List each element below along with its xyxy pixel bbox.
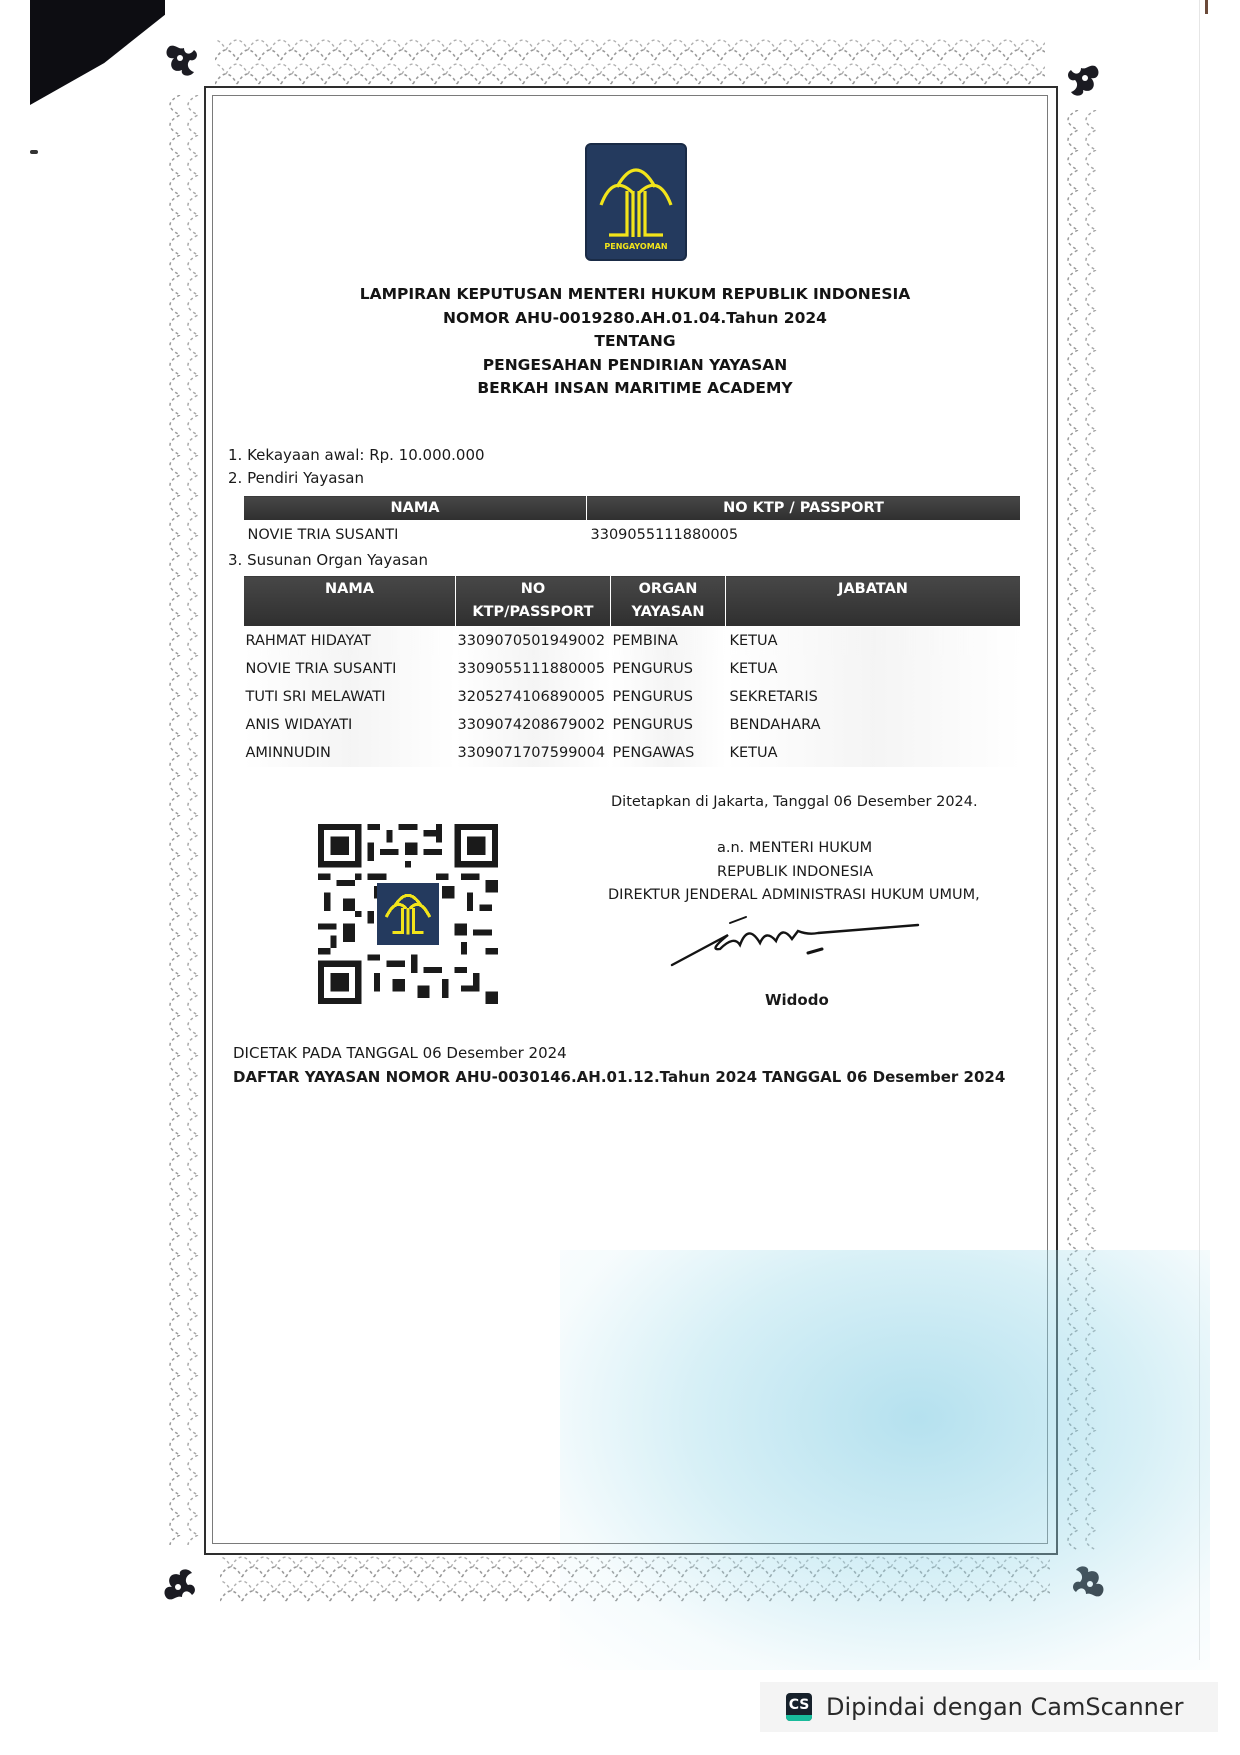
- organ-header-ktp: NO KTP/PASSPORT: [456, 576, 611, 627]
- corner-flourish-bottom-right-icon: [1068, 1562, 1108, 1602]
- ornament-border-bottom: [220, 1555, 1050, 1603]
- corner-flourish-top-left-icon: [162, 40, 202, 80]
- qr-code: [318, 824, 498, 1004]
- svg-text:PENGAYOMAN: PENGAYOMAN: [604, 242, 668, 251]
- pendiri-header-nama: NAMA: [244, 496, 587, 521]
- organ-organ: PENGURUS: [611, 683, 726, 711]
- organ-nama: AMINNUDIN: [244, 739, 456, 767]
- ornament-border-left: [160, 95, 202, 1545]
- organ-header-organ: ORGAN YAYASAN: [611, 576, 726, 627]
- signature-mark: [668, 905, 928, 979]
- scan-speck: [30, 150, 38, 154]
- title-line-tentang: TENTANG: [594, 332, 676, 350]
- signatory-an: a.n. MENTERI HUKUM: [717, 840, 873, 856]
- organ-organ: PENGURUS: [611, 655, 726, 683]
- item-kekayaan-awal: 1. Kekayaan awal: Rp. 10.000.000: [228, 446, 485, 464]
- pendiri-header-ktp: NO KTP / PASSPORT: [587, 496, 1021, 521]
- organ-table: [243, 575, 1021, 767]
- organ-ktp: 3205274106890005: [456, 683, 611, 711]
- table-row: [244, 521, 1021, 550]
- table-row: [244, 711, 1021, 739]
- corner-flourish-bottom-left-icon: [160, 1565, 200, 1605]
- table-row: [244, 655, 1021, 683]
- organ-header-nama: NAMA: [244, 576, 456, 627]
- organ-ktp: 3309074208679002: [456, 711, 611, 739]
- organ-organ: PEMBINA: [611, 627, 726, 656]
- table-row: [244, 683, 1021, 711]
- organ-jabatan: KETUA: [726, 627, 1021, 656]
- camscanner-logo-icon: CS: [786, 1693, 812, 1721]
- organ-jabatan: KETUA: [726, 739, 1021, 767]
- page-edge: [1199, 0, 1200, 1660]
- item-susunan-heading: 3. Susunan Organ Yayasan: [228, 551, 428, 569]
- organ-nama: RAHMAT HIDAYAT: [244, 627, 456, 656]
- scan-shadow: [30, 0, 165, 105]
- table-row: [244, 627, 1021, 656]
- organ-jabatan: SEKRETARIS: [726, 683, 1021, 711]
- camscanner-watermark: [760, 1682, 1218, 1732]
- pendiri-ktp: 3309055111880005: [590, 527, 739, 543]
- organ-nama: NOVIE TRIA SUSANTI: [244, 655, 456, 683]
- organ-ktp: 3309070501949002: [456, 627, 611, 656]
- dicetak-pada-tanggal: DICETAK PADA TANGGAL 06 Desember 2024: [233, 1044, 567, 1062]
- organ-jabatan: KETUA: [726, 655, 1021, 683]
- organ-nama: ANIS WIDAYATI: [244, 711, 456, 739]
- ditetapkan-text: Ditetapkan di Jakarta, Tanggal 06 Desember 2024.: [611, 794, 978, 810]
- signatory-jabatan: DIREKTUR JENDERAL ADMINISTRASI HUKUM UMUM,: [608, 887, 980, 903]
- title-line-subject: PENGESAHAN PENDIRIAN YAYASAN: [482, 355, 788, 374]
- pendiri-table: [243, 495, 1021, 549]
- item-pendiri-heading: 2. Pendiri Yayasan: [228, 469, 364, 487]
- ornament-border-right: [1058, 110, 1100, 1550]
- pengayoman-tree-icon: [587, 145, 685, 259]
- organ-nama: TUTI SRI MELAWATI: [244, 683, 456, 711]
- camscanner-text: Dipindai dengan CamScanner: [826, 1693, 1184, 1721]
- corner-flourish-top-right-icon: [1063, 60, 1103, 100]
- organ-ktp: 3309055111880005: [456, 655, 611, 683]
- document-title: [260, 283, 1010, 401]
- title-line-decree-number: NOMOR AHU-0019280.AH.01.04.Tahun 2024: [443, 308, 827, 327]
- signatory-republik: REPUBLIK INDONESIA: [717, 864, 874, 880]
- organ-jabatan: BENDAHARA: [726, 711, 1021, 739]
- title-line-1: LAMPIRAN KEPUTUSAN MENTERI HUKUM REPUBLIK INDONESIA: [359, 285, 911, 303]
- daftar-yayasan-nomor: DAFTAR YAYASAN NOMOR AHU-0030146.AH.01.12.Tahun 2024 TANGGAL 06 Desember 2024: [233, 1068, 1006, 1086]
- organ-organ: PENGURUS: [611, 711, 726, 739]
- table-row: [244, 739, 1021, 767]
- signatory-name: Widodo: [765, 991, 829, 1009]
- title-line-foundation-name: BERKAH INSAN MARITIME ACADEMY: [477, 379, 793, 397]
- pendiri-nama: NOVIE TRIA SUSANTI: [247, 527, 399, 543]
- page-edge-mark: [1205, 0, 1208, 14]
- organ-ktp: 3309071707599004: [456, 739, 611, 767]
- ornament-border-top: [215, 38, 1045, 86]
- pengayoman-logo: [585, 143, 687, 261]
- organ-organ: PENGAWAS: [611, 739, 726, 767]
- organ-header-jabatan: JABATAN: [726, 576, 1021, 627]
